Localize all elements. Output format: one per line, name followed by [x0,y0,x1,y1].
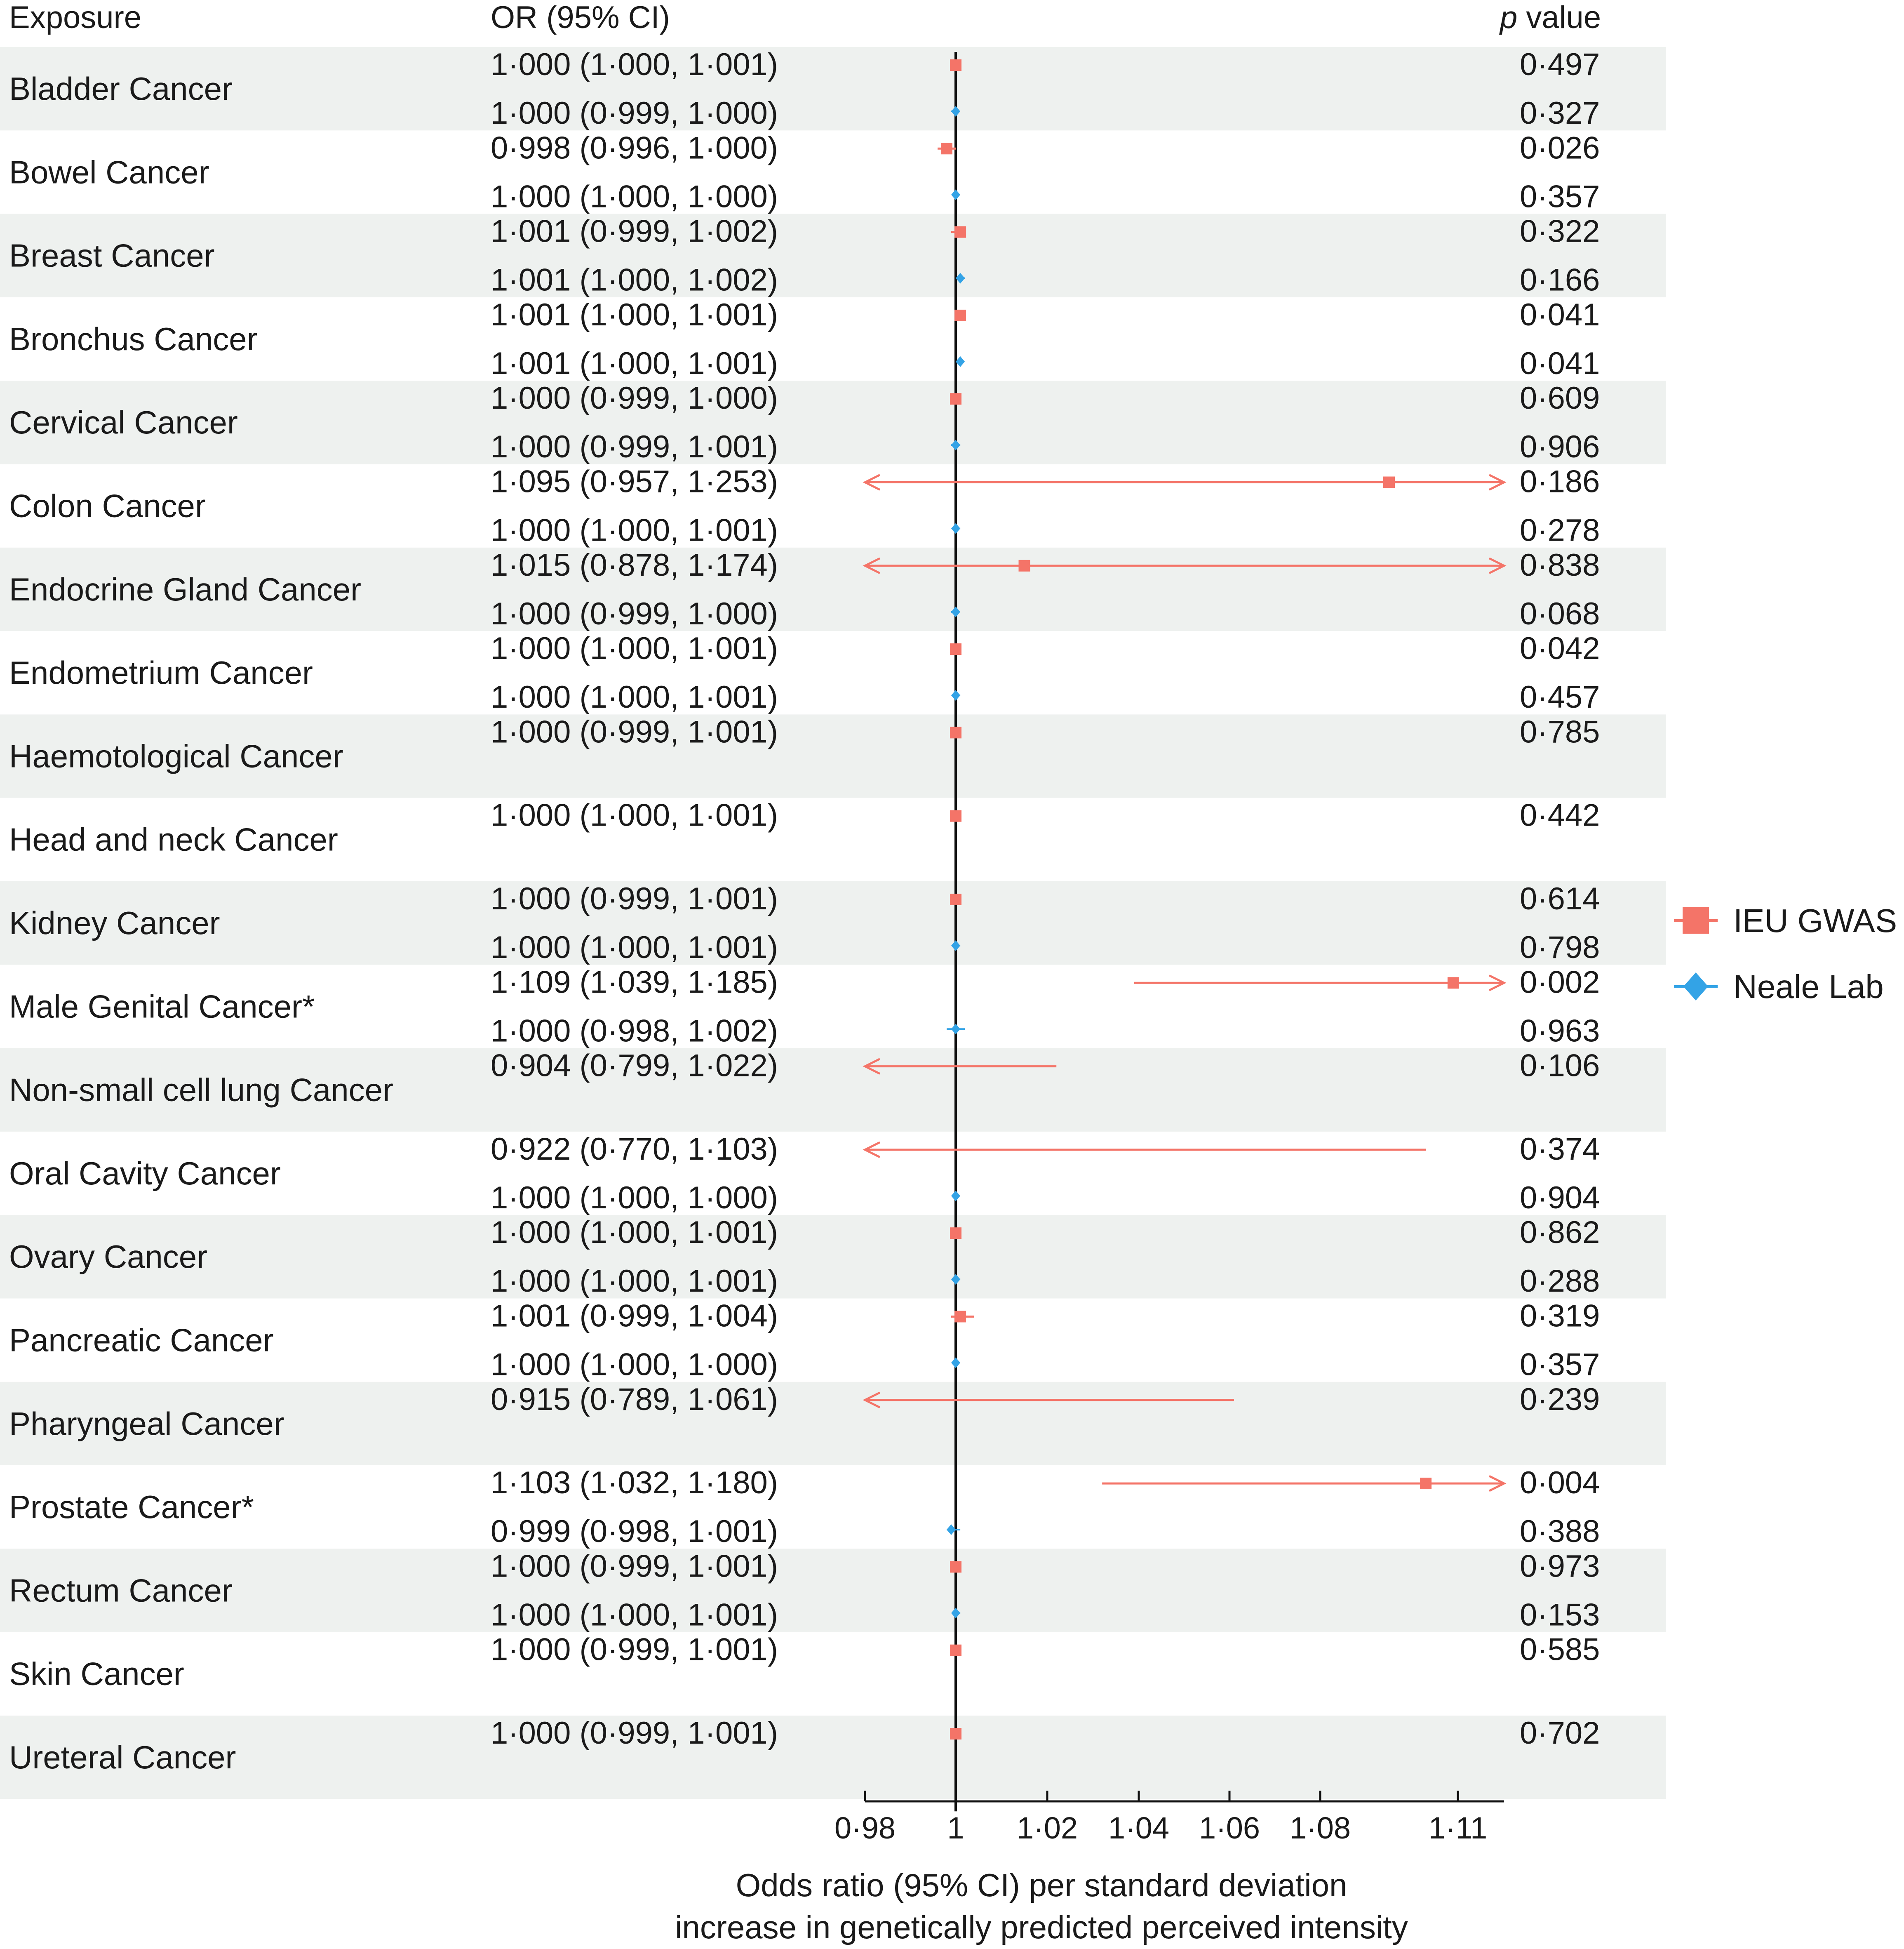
x-axis-title [675,1867,1408,1945]
p-value-ieu-colon-cancer: 0·186 [1520,464,1600,499]
row-label-pharyngeal-cancer: Pharyngeal Cancer [9,1405,284,1442]
or-ci-ieu-bladder-cancer: 1·000 (1·000, 1·001) [491,47,778,82]
point-neale-bowel-cancer [951,189,960,200]
x-tick-label-0: 0·98 [834,1811,896,1845]
or-ci-ieu-kidney-cancer: 1·000 (0·999, 1·001) [491,881,778,916]
p-value-ieu-oral-cavity-cancer: 0·374 [1520,1131,1600,1167]
p-value-ieu-skin-cancer: 0·585 [1520,1632,1600,1667]
or-ci-ieu-oral-cavity-cancer: 0·922 (0·770, 1·103) [491,1131,778,1167]
p-value-ieu-non-small-cell-lung-cancer: 0·106 [1520,1048,1600,1083]
legend-label-neale-lab: Neale Lab [1733,968,1884,1005]
x-tick-label-1: 1 [947,1811,964,1845]
point-neale-oral-cavity-cancer [951,1191,960,1201]
p-value-ieu-bronchus-cancer: 0·041 [1520,297,1600,332]
legend [1674,902,1897,1005]
p-value-ieu-endocrine-gland-cancer: 0·838 [1520,547,1600,583]
p-value-ieu-pancreatic-cancer: 0·319 [1520,1298,1600,1334]
p-value-ieu-pharyngeal-cancer: 0·239 [1520,1382,1600,1417]
row-label-breast-cancer: Breast Cancer [9,237,215,274]
point-neale-prostate-cancer [947,1524,956,1535]
point-ieu-head-and-neck-cancer [950,810,961,822]
point-ieu-colon-cancer [1383,477,1395,488]
row-label-endocrine-gland-cancer: Endocrine Gland Cancer [9,571,362,607]
or-ci-ieu-haemotological-cancer: 1·000 (0·999, 1·001) [491,714,778,750]
or-ci-ieu-non-small-cell-lung-cancer: 0·904 (0·799, 1·022) [491,1048,778,1083]
row-label-kidney-cancer: Kidney Cancer [9,905,220,941]
point-ieu-ureteral-cancer [950,1728,961,1740]
x-tick-label-2: 1·02 [1016,1811,1078,1845]
p-value-neale-cervical-cancer: 0·906 [1520,429,1600,465]
or-ci-column [491,47,778,1751]
or-ci-ieu-endocrine-gland-cancer: 1·015 (0·878, 1·174) [491,547,778,583]
or-ci-ieu-ureteral-cancer: 1·000 (0·999, 1·001) [491,1716,778,1751]
or-ci-ieu-prostate-cancer: 1·103 (1·032, 1·180) [491,1465,778,1501]
row-band-kidney-cancer [0,881,1666,965]
p-value-ieu-ureteral-cancer: 0·702 [1520,1716,1600,1751]
column-headers [9,0,1601,35]
p-value-neale-prostate-cancer: 0·388 [1520,1514,1600,1549]
point-neale-endometrium-cancer [951,690,960,701]
or-ci-ieu-bowel-cancer: 0·998 (0·996, 1·000) [491,130,778,166]
point-neale-bronchus-cancer [956,356,965,367]
or-ci-neale-endocrine-gland-cancer: 1·000 (0·999, 1·000) [491,596,778,631]
p-value-ieu-cervical-cancer: 0·609 [1520,381,1600,416]
point-ieu-prostate-cancer [1420,1478,1432,1489]
row-band-ureteral-cancer [0,1716,1666,1799]
point-ieu-haemotological-cancer [950,727,961,738]
header-p-rest: value [1517,0,1601,35]
p-value-neale-endometrium-cancer: 0·457 [1520,680,1600,715]
p-value-ieu-male-genital-cancer: 0·002 [1520,965,1600,1000]
row-label-prostate-cancer: Prostate Cancer* [9,1489,254,1525]
or-ci-neale-bowel-cancer: 1·000 (1·000, 1·000) [491,179,778,214]
p-value-neale-bronchus-cancer: 0·041 [1520,346,1600,381]
point-ieu-endocrine-gland-cancer [1019,560,1030,572]
p-value-neale-rectum-cancer: 0·153 [1520,1597,1600,1633]
or-ci-neale-kidney-cancer: 1·000 (1·000, 1·001) [491,930,778,965]
row-label-bowel-cancer: Bowel Cancer [9,154,209,191]
row-label-male-genital-cancer: Male Genital Cancer* [9,988,315,1025]
or-ci-neale-rectum-cancer: 1·000 (1·000, 1·001) [491,1597,778,1633]
or-ci-ieu-colon-cancer: 1·095 (0·957, 1·253) [491,464,778,499]
p-value-neale-oral-cavity-cancer: 0·904 [1520,1180,1600,1215]
or-ci-ieu-head-and-neck-cancer: 1·000 (1·000, 1·001) [491,798,778,833]
or-ci-neale-cervical-cancer: 1·000 (0·999, 1·001) [491,429,778,465]
or-ci-neale-endometrium-cancer: 1·000 (1·000, 1·001) [491,680,778,715]
row-band-bladder-cancer [0,47,1666,130]
or-ci-neale-pancreatic-cancer: 1·000 (1·000, 1·000) [491,1347,778,1382]
x-axis-title-line-1: Odds ratio (95% CI) per standard deviation [736,1867,1347,1903]
row-label-bronchus-cancer: Bronchus Cancer [9,320,258,357]
p-value-ieu-endometrium-cancer: 0·042 [1520,631,1600,666]
or-ci-ieu-skin-cancer: 1·000 (0·999, 1·001) [491,1632,778,1667]
x-tick-label-6: 1·11 [1428,1811,1488,1845]
x-axis-title-line-2: increase in genetically predicted perceived intensity [675,1909,1408,1945]
row-label-non-small-cell-lung-cancer: Non-small cell lung Cancer [9,1071,394,1108]
point-neale-colon-cancer [951,523,960,534]
p-value-ieu-ovary-cancer: 0·862 [1520,1215,1600,1250]
p-value-neale-ovary-cancer: 0·288 [1520,1264,1600,1299]
row-band-cervical-cancer [0,381,1666,464]
or-ci-neale-male-genital-cancer: 1·000 (0·998, 1·002) [491,1013,778,1049]
header-exposure: Exposure [9,0,142,35]
p-value-column [1520,47,1600,1751]
legend-diamond-icon [1683,972,1708,1000]
row-label-rectum-cancer: Rectum Cancer [9,1572,233,1609]
row-label-ureteral-cancer: Ureteral Cancer [9,1739,236,1775]
header-or-ci: OR (95% CI) [491,0,670,35]
or-ci-neale-ovary-cancer: 1·000 (1·000, 1·001) [491,1264,778,1299]
or-ci-ieu-ovary-cancer: 1·000 (1·000, 1·001) [491,1215,778,1250]
point-ieu-male-genital-cancer [1448,977,1459,989]
point-ieu-skin-cancer [950,1645,961,1656]
row-label-oral-cavity-cancer: Oral Cavity Cancer [9,1155,281,1191]
p-value-neale-colon-cancer: 0·278 [1520,513,1600,548]
row-label-colon-cancer: Colon Cancer [9,487,206,524]
p-value-ieu-haemotological-cancer: 0·785 [1520,714,1600,750]
p-value-ieu-bowel-cancer: 0·026 [1520,130,1600,166]
or-ci-neale-breast-cancer: 1·001 (1·000, 1·002) [491,262,778,298]
point-ieu-kidney-cancer [950,894,961,905]
row-label-haemotological-cancer: Haemotological Cancer [9,738,343,774]
p-value-neale-pancreatic-cancer: 0·357 [1520,1347,1600,1382]
point-ieu-ovary-cancer [950,1227,961,1239]
or-ci-neale-prostate-cancer: 0·999 (0·998, 1·001) [491,1514,778,1549]
point-ieu-pancreatic-cancer [954,1311,966,1323]
p-value-neale-male-genital-cancer: 0·963 [1520,1013,1600,1049]
or-ci-neale-oral-cavity-cancer: 1·000 (1·000, 1·000) [491,1180,778,1215]
p-value-ieu-prostate-cancer: 0·004 [1520,1465,1600,1501]
row-label-endometrium-cancer: Endometrium Cancer [9,654,313,691]
point-ieu-breast-cancer [954,226,966,238]
or-ci-ieu-rectum-cancer: 1·000 (0·999, 1·001) [491,1549,778,1584]
or-ci-ieu-pancreatic-cancer: 1·001 (0·999, 1·004) [491,1298,778,1334]
point-ieu-endometrium-cancer [950,643,961,655]
row-band-rectum-cancer [0,1549,1666,1632]
or-ci-ieu-cervical-cancer: 1·000 (0·999, 1·000) [491,381,778,416]
point-neale-pancreatic-cancer [951,1358,960,1368]
p-value-neale-bowel-cancer: 0·357 [1520,179,1600,214]
legend-square-icon [1683,907,1709,934]
or-ci-neale-bladder-cancer: 1·000 (0·999, 1·000) [491,96,778,131]
p-value-ieu-rectum-cancer: 0·973 [1520,1549,1600,1584]
p-value-neale-bladder-cancer: 0·327 [1520,96,1600,131]
row-band-ovary-cancer [0,1215,1666,1298]
p-value-ieu-head-and-neck-cancer: 0·442 [1520,798,1600,833]
or-ci-ieu-male-genital-cancer: 1·109 (1·039, 1·185) [491,965,778,1000]
point-neale-male-genital-cancer [951,1024,960,1034]
x-tick-label-4: 1·06 [1199,1811,1260,1845]
x-tick-label-5: 1·08 [1289,1811,1351,1845]
or-ci-neale-bronchus-cancer: 1·001 (1·000, 1·001) [491,346,778,381]
or-ci-ieu-pharyngeal-cancer: 0·915 (0·789, 1·061) [491,1382,778,1417]
point-ieu-cervical-cancer [950,393,961,405]
row-label-cervical-cancer: Cervical Cancer [9,404,238,441]
p-value-ieu-bladder-cancer: 0·497 [1520,47,1600,82]
row-bands [0,47,1666,1799]
or-ci-ieu-endometrium-cancer: 1·000 (1·000, 1·001) [491,631,778,666]
row-label-head-and-neck-cancer: Head and neck Cancer [9,821,338,858]
point-ieu-bowel-cancer [941,143,952,154]
row-label-skin-cancer: Skin Cancer [9,1655,184,1692]
p-value-ieu-kidney-cancer: 0·614 [1520,881,1600,916]
row-label-bladder-cancer: Bladder Cancer [9,71,233,107]
row-band-breast-cancer [0,214,1666,297]
x-tick-label-3: 1·04 [1108,1811,1170,1845]
or-ci-ieu-breast-cancer: 1·001 (0·999, 1·002) [491,214,778,249]
or-ci-ieu-bronchus-cancer: 1·001 (1·000, 1·001) [491,297,778,332]
legend-label-ieu-gwas: IEU GWAS [1733,902,1897,939]
p-value-neale-kidney-cancer: 0·798 [1520,930,1600,965]
p-value-neale-endocrine-gland-cancer: 0·068 [1520,596,1600,631]
p-value-neale-breast-cancer: 0·166 [1520,262,1600,298]
p-value-ieu-breast-cancer: 0·322 [1520,214,1600,249]
header-p-value [1499,0,1601,35]
row-label-pancreatic-cancer: Pancreatic Cancer [9,1322,274,1358]
header-p-italic: p [1500,0,1518,35]
point-ieu-rectum-cancer [950,1561,961,1572]
row-label-ovary-cancer: Ovary Cancer [9,1238,208,1275]
point-ieu-bladder-cancer [950,59,961,71]
or-ci-neale-colon-cancer: 1·000 (1·000, 1·001) [491,513,778,548]
point-ieu-bronchus-cancer [954,310,966,321]
